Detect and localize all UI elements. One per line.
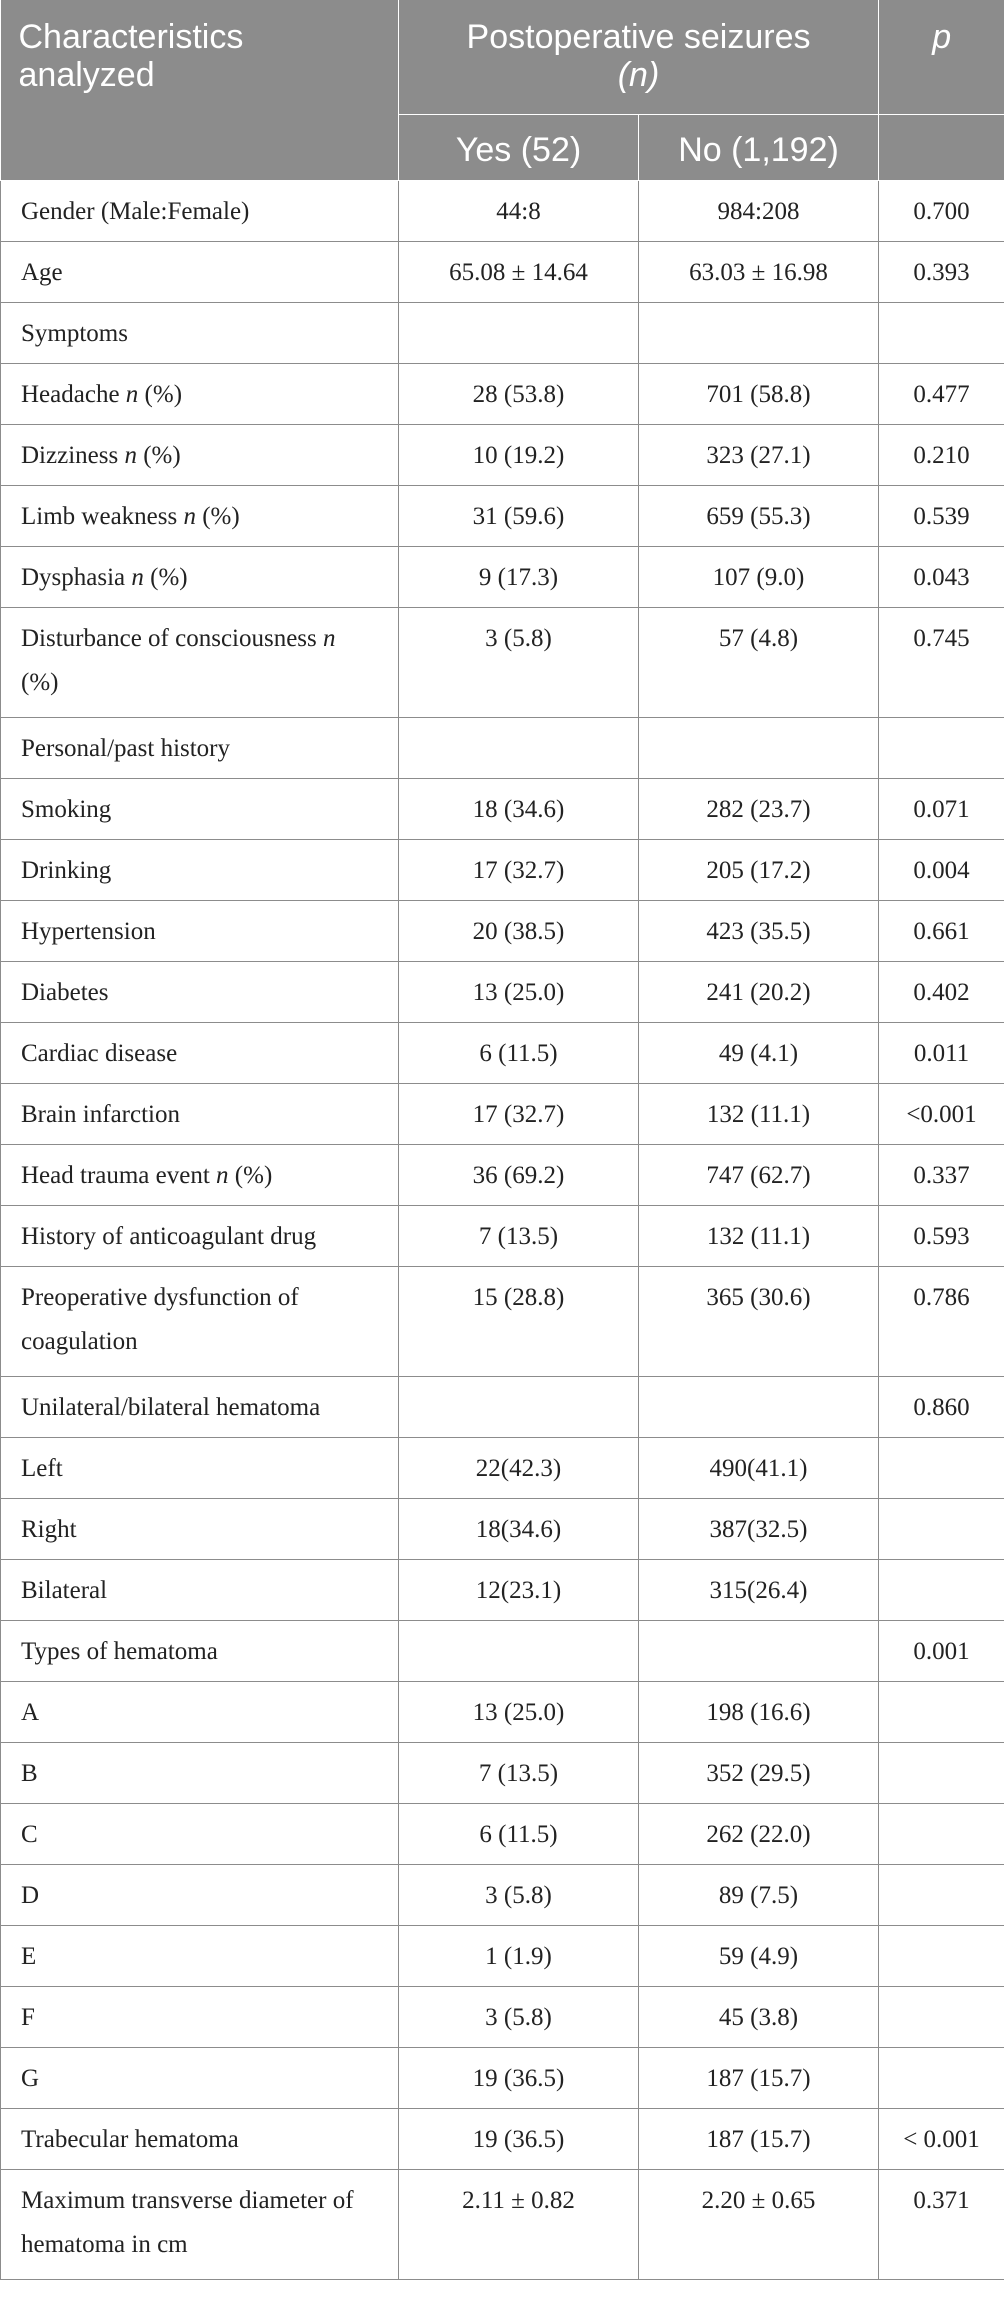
table-row — [1, 1266, 1004, 1376]
row-label: Smoking — [21, 795, 112, 823]
table-row — [1, 717, 1004, 778]
row-label-cell — [1, 546, 399, 607]
row-yes-cell — [399, 1498, 639, 1559]
row-no-value: 262 (22.0) — [706, 1820, 811, 1848]
row-p-cell — [879, 1376, 1004, 1437]
table-row — [1, 1437, 1004, 1498]
row-p-cell — [879, 1266, 1004, 1376]
row-label-cell — [1, 607, 399, 717]
row-label-cell — [1, 961, 399, 1022]
row-yes-value: 22(42.3) — [475, 1454, 562, 1482]
row-p-value: 0.786 — [913, 1283, 970, 1311]
row-p-cell — [879, 2108, 1004, 2169]
row-label: Headache — [21, 380, 120, 408]
row-no-cell — [639, 1559, 879, 1620]
row-yes-value: 13 (25.0) — [472, 1698, 565, 1726]
row-no-cell — [639, 302, 879, 363]
row-no-value: 315(26.4) — [709, 1576, 808, 1604]
row-p-value: <0.001 — [906, 1100, 977, 1128]
row-label-cell — [1, 1559, 399, 1620]
row-no-value: 49 (4.1) — [718, 1039, 799, 1067]
row-yes-value: 3 (5.8) — [485, 624, 552, 652]
row-label-cell — [1, 241, 399, 302]
row-label-suffix: n (%) — [21, 624, 336, 696]
row-no-cell — [639, 1022, 879, 1083]
table-row — [1, 1205, 1004, 1266]
row-label-cell — [1, 778, 399, 839]
row-yes-cell — [399, 1266, 639, 1376]
row-label-cell — [1, 1803, 399, 1864]
row-no-value: 701 (58.8) — [706, 380, 811, 408]
table-row — [1, 241, 1004, 302]
row-p-cell — [879, 1437, 1004, 1498]
row-label-cell — [1, 1083, 399, 1144]
row-no-cell — [639, 900, 879, 961]
row-yes-value: 31 (59.6) — [472, 502, 565, 530]
row-p-cell — [879, 424, 1004, 485]
header-postoperative-seizures — [399, 0, 879, 114]
row-yes-cell — [399, 1803, 639, 1864]
row-yes-cell — [399, 485, 639, 546]
row-no-value: 241 (20.2) — [706, 978, 811, 1006]
row-yes-value: 9 (17.3) — [478, 563, 559, 591]
row-yes-value: 44:8 — [496, 197, 541, 225]
table-row — [1, 2169, 1004, 2279]
row-no-value: 205 (17.2) — [706, 856, 811, 884]
row-yes-value: 7 (13.5) — [478, 1222, 559, 1250]
row-yes-cell — [399, 424, 639, 485]
table-row — [1, 1803, 1004, 1864]
row-no-cell — [639, 607, 879, 717]
row-yes-cell — [399, 961, 639, 1022]
table-row — [1, 607, 1004, 717]
row-no-cell — [639, 2108, 879, 2169]
row-p-cell — [879, 1559, 1004, 1620]
row-label: Brain infarction — [21, 1100, 180, 1128]
row-label-suffix: n (%) — [183, 502, 240, 530]
row-label: Dysphasia — [21, 563, 126, 591]
table-row — [1, 1986, 1004, 2047]
row-p-value: < 0.001 — [903, 2125, 980, 2153]
header-characteristics — [1, 0, 399, 180]
row-yes-value: 12(23.1) — [475, 1576, 562, 1604]
row-label-cell — [1, 1864, 399, 1925]
row-yes-cell — [399, 363, 639, 424]
row-label-cell — [1, 839, 399, 900]
table-row — [1, 1498, 1004, 1559]
row-label-cell — [1, 424, 399, 485]
row-yes-cell — [399, 241, 639, 302]
row-yes-cell — [399, 778, 639, 839]
row-yes-value: 15 (28.8) — [472, 1283, 565, 1311]
row-p-value: 0.043 — [913, 563, 970, 591]
row-label: Age — [21, 258, 63, 286]
row-label-cell — [1, 900, 399, 961]
row-yes-cell — [399, 1620, 639, 1681]
row-label: Preoperative dysfunction of coagulation — [21, 1283, 299, 1355]
row-p-value: 0.593 — [913, 1222, 970, 1250]
row-label-cell — [1, 485, 399, 546]
row-label-cell — [1, 1620, 399, 1681]
table-row — [1, 1925, 1004, 1986]
row-p-cell — [879, 1864, 1004, 1925]
row-yes-value: 3 (5.8) — [485, 2003, 552, 2031]
row-label-cell — [1, 1022, 399, 1083]
row-p-cell — [879, 1083, 1004, 1144]
row-label: Gender (Male:Female) — [21, 197, 250, 225]
row-no-value: 132 (11.1) — [706, 1100, 811, 1128]
row-p-value: 0.071 — [913, 795, 970, 823]
row-no-cell — [639, 1376, 879, 1437]
row-label: Unilateral/bilateral hematoma — [21, 1393, 321, 1421]
row-label-cell — [1, 1437, 399, 1498]
row-label: G — [21, 2064, 40, 2092]
row-label: Symptoms — [21, 319, 128, 347]
row-label: C — [21, 1820, 38, 1848]
row-p-cell — [879, 1803, 1004, 1864]
row-yes-cell — [399, 1986, 639, 2047]
table-row — [1, 839, 1004, 900]
row-p-value: 0.860 — [913, 1393, 970, 1421]
row-yes-value: 18 (34.6) — [472, 795, 565, 823]
row-label-cell — [1, 1205, 399, 1266]
row-label-cell — [1, 302, 399, 363]
row-yes-value: 28 (53.8) — [472, 380, 565, 408]
table-row — [1, 302, 1004, 363]
table-row — [1, 1083, 1004, 1144]
row-yes-cell — [399, 546, 639, 607]
row-yes-value: 19 (36.5) — [472, 2064, 565, 2092]
row-label: Diabetes — [21, 978, 109, 1006]
row-no-cell — [639, 1742, 879, 1803]
header-yes-label: Yes (52) — [455, 131, 582, 169]
row-no-cell — [639, 1681, 879, 1742]
table-row — [1, 1620, 1004, 1681]
row-p-value: 0.539 — [913, 502, 970, 530]
row-p-value: 0.210 — [913, 441, 970, 469]
header-yes — [399, 114, 639, 180]
table-row — [1, 485, 1004, 546]
row-label-cell — [1, 363, 399, 424]
row-p-cell — [879, 302, 1004, 363]
row-p-value: 0.477 — [913, 380, 970, 408]
table-row — [1, 424, 1004, 485]
row-no-cell — [639, 241, 879, 302]
row-no-cell — [639, 1803, 879, 1864]
row-no-value: 659 (55.3) — [706, 502, 811, 530]
row-yes-cell — [399, 2047, 639, 2108]
row-no-cell — [639, 1083, 879, 1144]
row-p-cell — [879, 607, 1004, 717]
row-p-value: 0.745 — [913, 624, 970, 652]
table-row — [1, 363, 1004, 424]
header-p — [879, 0, 1004, 114]
row-p-cell — [879, 1986, 1004, 2047]
row-label-cell — [1, 180, 399, 241]
table-row — [1, 2108, 1004, 2169]
row-no-value: 57 (4.8) — [718, 624, 799, 652]
row-no-cell — [639, 1620, 879, 1681]
row-label: Drinking — [21, 856, 112, 884]
row-yes-cell — [399, 900, 639, 961]
row-yes-cell — [399, 180, 639, 241]
row-yes-value: 19 (36.5) — [472, 2125, 565, 2153]
row-no-cell — [639, 1986, 879, 2047]
table-row — [1, 1022, 1004, 1083]
table-row — [1, 546, 1004, 607]
table-row — [1, 778, 1004, 839]
row-yes-value: 36 (69.2) — [472, 1161, 565, 1189]
table-row — [1, 961, 1004, 1022]
row-p-cell — [879, 1681, 1004, 1742]
row-p-value: 0.393 — [913, 258, 970, 286]
row-p-cell — [879, 778, 1004, 839]
row-no-value: 352 (29.5) — [706, 1759, 811, 1787]
row-label: Types of hematoma — [21, 1637, 218, 1665]
row-label: D — [21, 1881, 40, 1909]
row-p-cell — [879, 717, 1004, 778]
row-yes-cell — [399, 2108, 639, 2169]
row-yes-cell — [399, 1437, 639, 1498]
row-no-value: 282 (23.7) — [706, 795, 811, 823]
row-no-cell — [639, 1864, 879, 1925]
row-yes-cell — [399, 1559, 639, 1620]
row-yes-cell — [399, 1144, 639, 1205]
row-label-cell — [1, 2047, 399, 2108]
row-p-cell — [879, 2047, 1004, 2108]
row-label: Hypertension — [21, 917, 156, 945]
row-label: Disturbance of consciousness — [21, 624, 317, 652]
row-yes-value: 3 (5.8) — [485, 1881, 552, 1909]
row-p-cell — [879, 2169, 1004, 2279]
table-row — [1, 1681, 1004, 1742]
row-label-cell — [1, 1376, 399, 1437]
row-yes-value: 7 (13.5) — [478, 1759, 559, 1787]
row-no-cell — [639, 717, 879, 778]
row-label: Left — [21, 1454, 63, 1482]
row-label-cell — [1, 1144, 399, 1205]
row-yes-cell — [399, 717, 639, 778]
row-no-value: 63.03 ± 16.98 — [689, 258, 828, 286]
row-p-cell — [879, 1620, 1004, 1681]
row-no-cell — [639, 2047, 879, 2108]
row-p-value: 0.011 — [913, 1039, 970, 1067]
row-yes-cell — [399, 302, 639, 363]
row-no-value: 45 (3.8) — [718, 2003, 799, 2031]
header-no — [639, 114, 879, 180]
row-no-cell — [639, 546, 879, 607]
row-p-cell — [879, 485, 1004, 546]
row-yes-value: 20 (38.5) — [472, 917, 565, 945]
row-no-cell — [639, 2169, 879, 2279]
row-p-cell — [879, 241, 1004, 302]
row-label-cell — [1, 1266, 399, 1376]
row-label-cell — [1, 2169, 399, 2279]
row-p-value: 0.371 — [913, 2186, 970, 2214]
table-row — [1, 1144, 1004, 1205]
row-p-cell — [879, 1022, 1004, 1083]
row-no-cell — [639, 1498, 879, 1559]
row-no-cell — [639, 778, 879, 839]
row-label-cell — [1, 2108, 399, 2169]
row-yes-value: 6 (11.5) — [479, 1820, 558, 1848]
row-p-value: 0.001 — [913, 1637, 970, 1665]
row-no-value: 323 (27.1) — [706, 441, 811, 469]
row-yes-value: 65.08 ± 14.64 — [449, 258, 588, 286]
row-label: A — [21, 1698, 40, 1726]
row-yes-cell — [399, 607, 639, 717]
row-label-suffix: n (%) — [131, 563, 188, 591]
table-row — [1, 1559, 1004, 1620]
row-no-value: 187 (15.7) — [706, 2125, 811, 2153]
row-p-cell — [879, 1144, 1004, 1205]
row-label-suffix: n (%) — [216, 1161, 273, 1189]
table-row — [1, 900, 1004, 961]
row-no-value: 59 (4.9) — [718, 1942, 799, 1970]
row-p-cell — [879, 900, 1004, 961]
row-no-cell — [639, 1925, 879, 1986]
row-no-value: 107 (9.0) — [712, 563, 805, 591]
row-p-value: 0.337 — [913, 1161, 970, 1189]
row-label-cell — [1, 1925, 399, 1986]
row-label-cell — [1, 1681, 399, 1742]
row-p-value: 0.402 — [913, 978, 970, 1006]
row-label-cell — [1, 1742, 399, 1803]
row-yes-cell — [399, 1022, 639, 1083]
row-label: Right — [21, 1515, 77, 1543]
table-row — [1, 2047, 1004, 2108]
header-p-empty — [879, 114, 1004, 180]
row-no-cell — [639, 424, 879, 485]
row-label: Head trauma event — [21, 1161, 210, 1189]
row-label-cell — [1, 1498, 399, 1559]
row-yes-cell — [399, 2169, 639, 2279]
row-yes-value: 6 (11.5) — [479, 1039, 558, 1067]
row-label: Maximum transverse diameter of hematoma in cm — [21, 2186, 354, 2258]
table-row — [1, 1742, 1004, 1803]
row-p-cell — [879, 1205, 1004, 1266]
row-yes-value: 1 (1.9) — [485, 1942, 552, 1970]
row-no-cell — [639, 1205, 879, 1266]
row-label: Personal/past history — [21, 734, 231, 762]
row-no-value: 132 (11.1) — [706, 1222, 811, 1250]
row-yes-value: 13 (25.0) — [472, 978, 565, 1006]
table-row — [1, 180, 1004, 241]
table-row — [1, 1864, 1004, 1925]
row-no-cell — [639, 1266, 879, 1376]
row-no-cell — [639, 1144, 879, 1205]
row-p-value: 0.661 — [913, 917, 970, 945]
row-label: B — [21, 1759, 38, 1787]
row-p-cell — [879, 1925, 1004, 1986]
row-p-cell — [879, 546, 1004, 607]
header-no-label: No (1,192) — [678, 131, 839, 169]
header-p-label: p — [932, 18, 952, 56]
row-no-value: 2.20 ± 0.65 — [701, 2186, 816, 2214]
row-no-value: 89 (7.5) — [718, 1881, 799, 1909]
row-no-cell — [639, 485, 879, 546]
row-yes-cell — [399, 839, 639, 900]
row-label-suffix: n (%) — [124, 441, 181, 469]
row-p-value: 0.004 — [913, 856, 970, 884]
row-label: History of anticoagulant drug — [21, 1222, 317, 1250]
table-row — [1, 1376, 1004, 1437]
row-yes-cell — [399, 1742, 639, 1803]
row-p-value: 0.700 — [913, 197, 970, 225]
row-label: E — [21, 1942, 37, 1970]
table-body — [1, 180, 1004, 2279]
row-no-value: 423 (35.5) — [706, 917, 811, 945]
row-yes-cell — [399, 1864, 639, 1925]
row-yes-cell — [399, 1083, 639, 1144]
row-p-cell — [879, 1498, 1004, 1559]
row-no-cell — [639, 961, 879, 1022]
table-header — [1, 0, 1004, 180]
row-no-value: 198 (16.6) — [706, 1698, 811, 1726]
row-no-cell — [639, 1437, 879, 1498]
row-yes-value: 17 (32.7) — [472, 1100, 565, 1128]
row-label: Trabecular hematoma — [21, 2125, 239, 2153]
row-p-cell — [879, 180, 1004, 241]
row-yes-cell — [399, 1925, 639, 1986]
row-no-value: 187 (15.7) — [706, 2064, 811, 2092]
row-no-value: 387(32.5) — [709, 1515, 808, 1543]
row-p-cell — [879, 961, 1004, 1022]
header-seizures-label: Postoperative seizures — [466, 18, 811, 56]
row-yes-cell — [399, 1376, 639, 1437]
row-label: F — [21, 2003, 35, 2031]
row-no-cell — [639, 363, 879, 424]
row-label: Limb weakness — [21, 502, 178, 530]
header-seizures-sublabel: (n) — [617, 56, 660, 94]
row-label-cell — [1, 717, 399, 778]
row-label-suffix: n (%) — [125, 380, 183, 408]
row-yes-cell — [399, 1681, 639, 1742]
row-label: Cardiac disease — [21, 1039, 178, 1067]
row-yes-value: 18(34.6) — [475, 1515, 562, 1543]
row-yes-cell — [399, 1205, 639, 1266]
row-no-cell — [639, 839, 879, 900]
row-no-value: 365 (30.6) — [706, 1283, 811, 1311]
row-label: Bilateral — [21, 1576, 108, 1604]
row-yes-value: 17 (32.7) — [472, 856, 565, 884]
header-characteristics-label: Characteristics analyzed — [18, 18, 244, 94]
row-no-cell — [639, 180, 879, 241]
row-label-cell — [1, 1986, 399, 2047]
row-yes-value: 10 (19.2) — [472, 441, 565, 469]
row-p-cell — [879, 1742, 1004, 1803]
row-label: Dizziness — [21, 441, 119, 469]
row-p-cell — [879, 363, 1004, 424]
row-yes-value: 2.11 ± 0.82 — [462, 2186, 575, 2214]
row-no-value: 984:208 — [717, 197, 800, 225]
row-p-cell — [879, 839, 1004, 900]
row-no-value: 490(41.1) — [709, 1454, 808, 1482]
row-no-value: 747 (62.7) — [706, 1161, 811, 1189]
